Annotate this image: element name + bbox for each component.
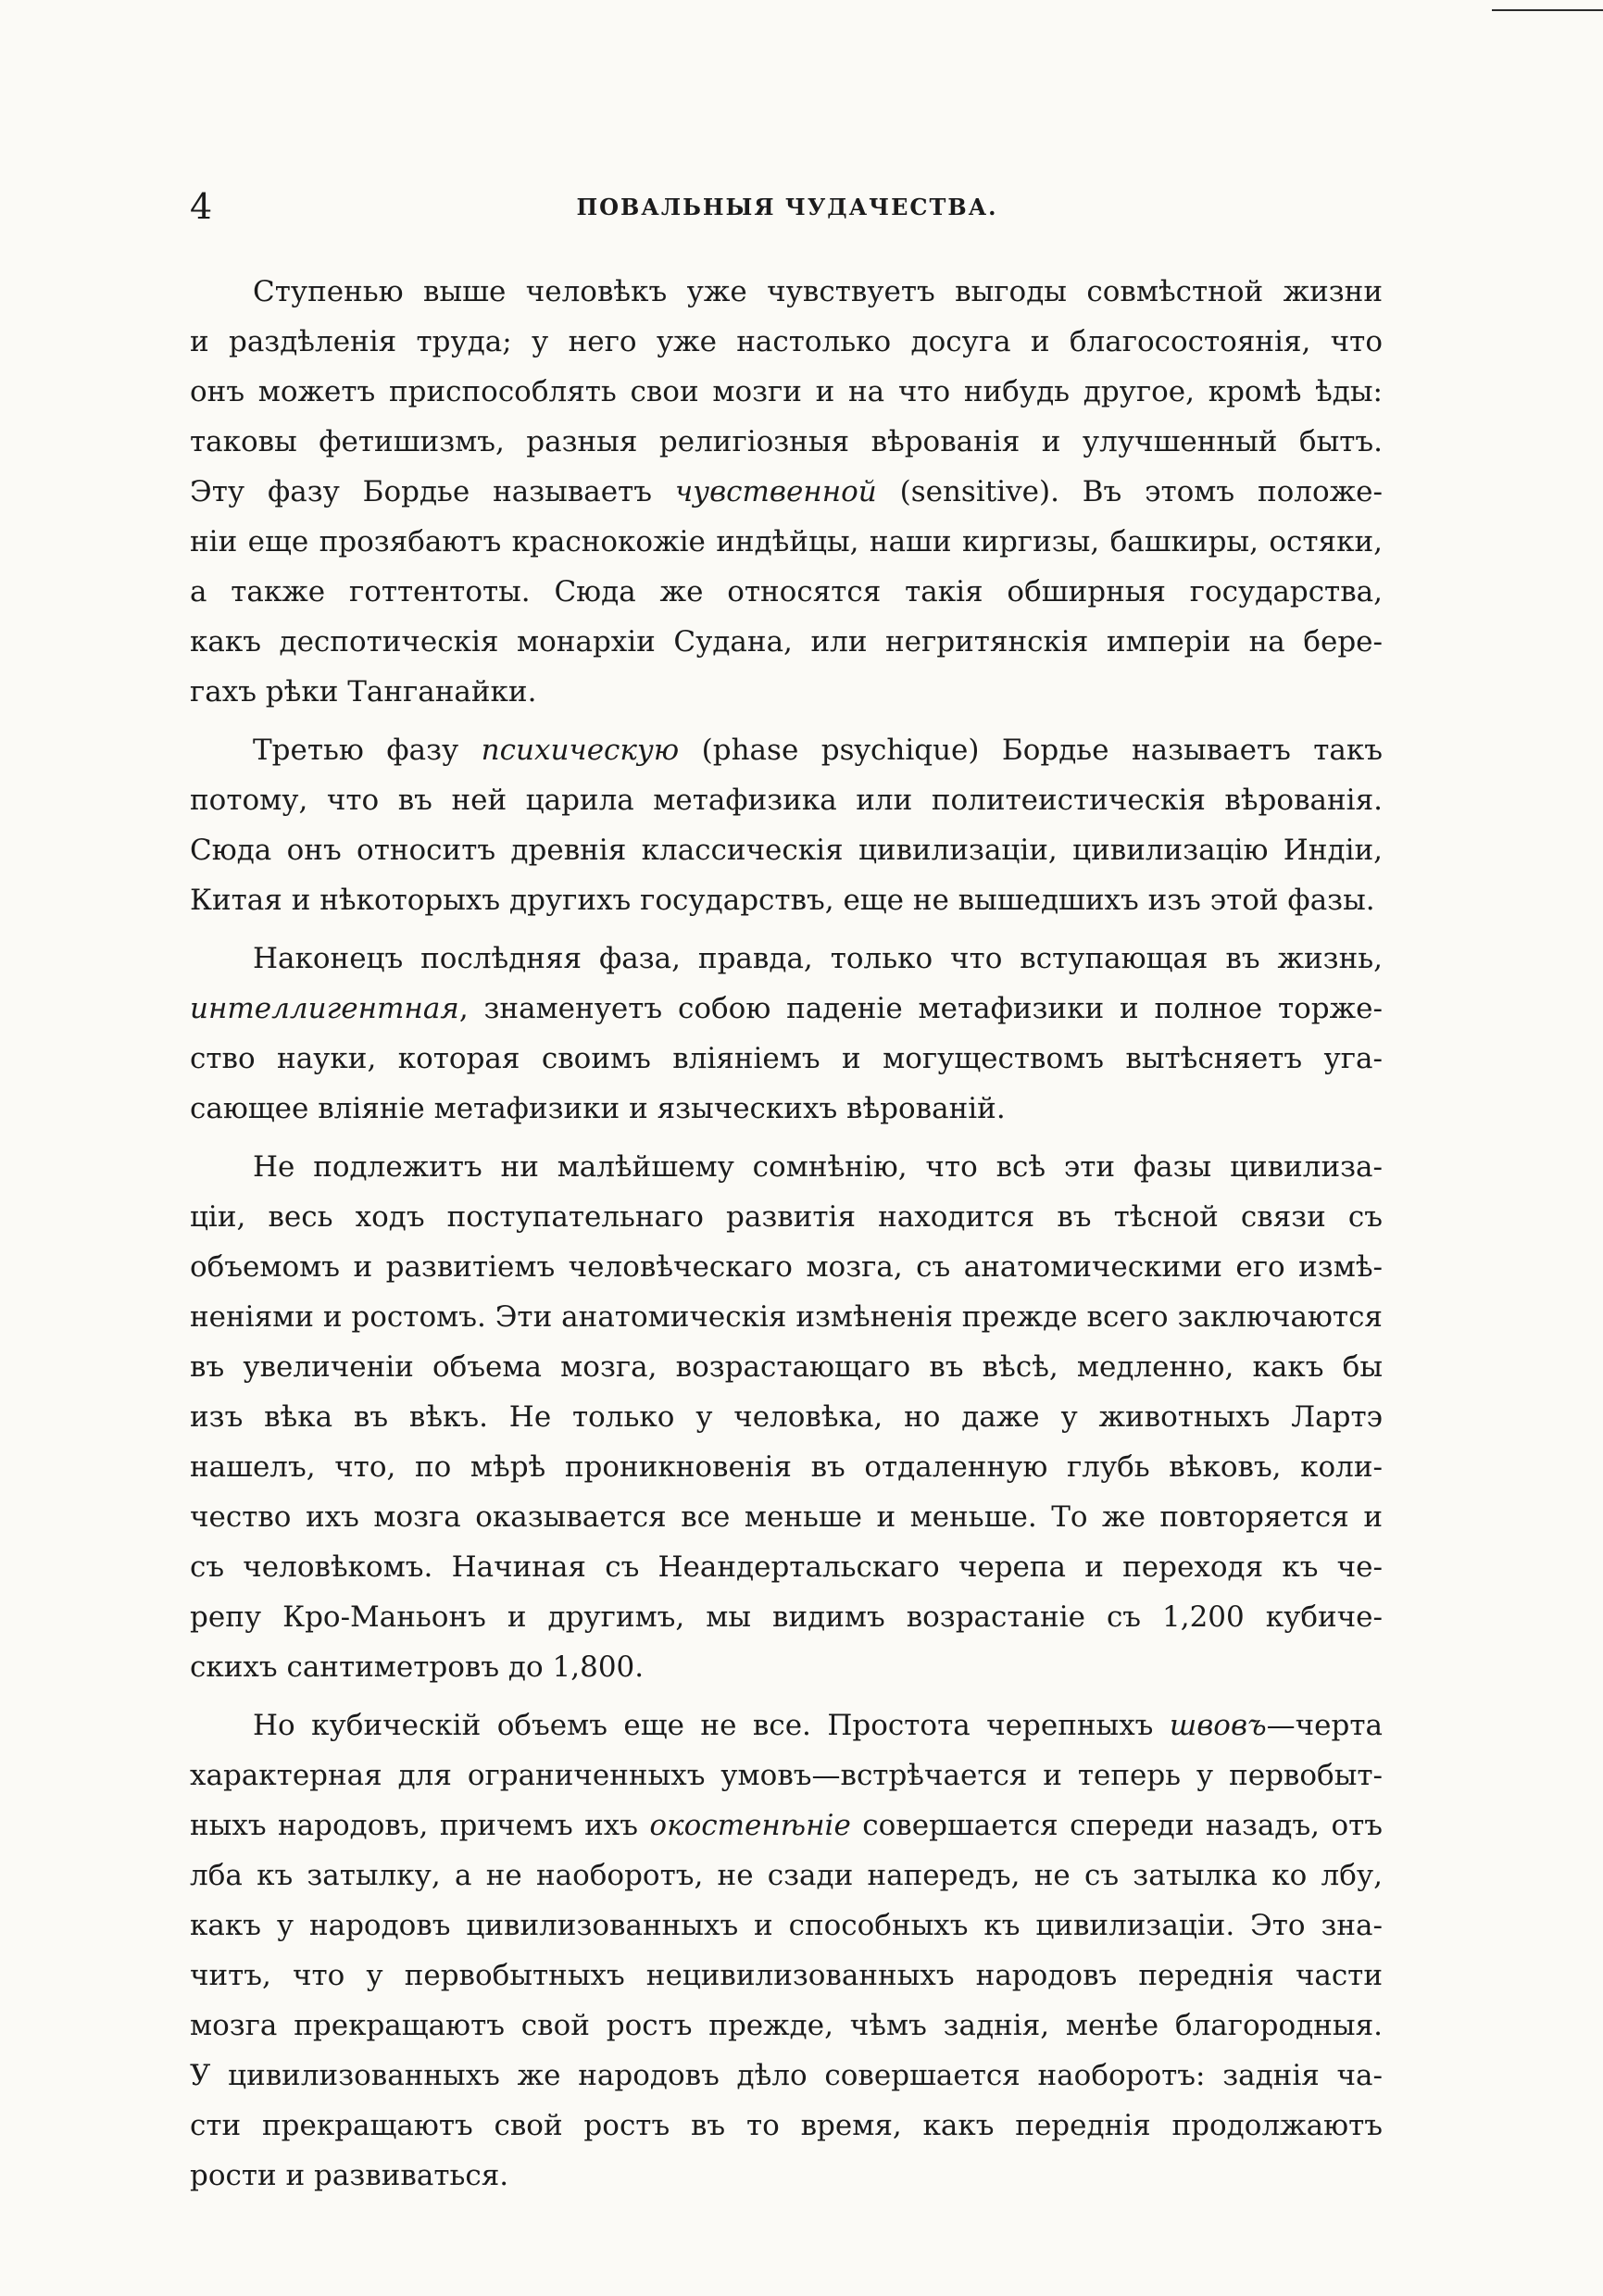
text-line (190, 1392, 1383, 1442)
text-line (190, 667, 1383, 717)
text-line (190, 1700, 1383, 1750)
italic-term: чувственной (674, 475, 877, 508)
text-line (190, 1642, 1383, 1692)
text-run: читъ, что у первобытныхъ нецивилизованныхъ народовъ переднія части (190, 1959, 1383, 1992)
paragraph (190, 725, 1383, 925)
text-line (190, 467, 1383, 517)
text-run: У цивилизованныхъ же народовъ дѣло совершается наоборотъ: заднія ча- (190, 2059, 1383, 2092)
text-line (190, 1750, 1383, 1800)
text-run: репу Кро-Маньонъ и другимъ, мы видимъ возрастаніе съ 1,200 кубиче- (190, 1600, 1383, 1634)
text-run: таковы фетишизмъ, разныя религіозныя вѣрованія и улучшенный бытъ. (190, 425, 1383, 458)
text-line (190, 2101, 1383, 2151)
text-run: ціи, весь ходъ поступательнаго развитія находится въ тѣсной связи съ (190, 1200, 1383, 1234)
italic-term: швовъ (1169, 1709, 1267, 1742)
text-run: а также готтентоты. Сюда же относятся такія обширныя государства, (190, 575, 1383, 609)
text-run: ство науки, которая своимъ вліяніемъ и могуществомъ вытѣсняетъ уга- (190, 1042, 1383, 1075)
text-line (190, 1800, 1383, 1851)
text-line (190, 2001, 1383, 2051)
text-run: съ человѣкомъ. Начиная съ Неандертальскаго черепа и переходя къ че- (190, 1550, 1383, 1584)
text-run: сающее вліяніе метафизики и языческихъ вѣрованій. (190, 1092, 1006, 1125)
text-run: Эту фазу Бордье называетъ (190, 475, 675, 508)
text-line (190, 775, 1383, 825)
italic-term: окостенѣніе (649, 1809, 851, 1842)
text-run: совершается спереди назадъ, отъ (850, 1809, 1383, 1842)
text-line (190, 725, 1383, 775)
text-run: Наконецъ послѣдняя фаза, правда, только что вступающая въ жизнь, (253, 942, 1383, 975)
text-run: характерная для ограниченныхъ умовъ—встрѣчается и теперь у первобыт- (190, 1759, 1383, 1792)
text-run: и раздѣленія труда; у него уже настолько досуга и благосостоянія, что (190, 325, 1383, 358)
text-run: какъ деспотическія монархіи Судана, или негритянскія имперіи на бере- (190, 625, 1383, 659)
text-run: ніи еще прозябаютъ краснокожіе индѣйцы, наши киргизы, башкиры, остяки, (190, 525, 1383, 558)
text-line (190, 267, 1383, 317)
text-run: (phase psychique) Бордье называетъ такъ (679, 734, 1383, 767)
text-line (190, 1034, 1383, 1084)
paragraph (190, 934, 1383, 1134)
text-line (190, 317, 1383, 367)
text-run: лба къ затылку, а не наоборотъ, не сзади напередъ, не съ затылка ко лбу, (190, 1859, 1383, 1892)
text-line (190, 1084, 1383, 1134)
text-line (190, 1851, 1383, 1901)
text-line (190, 1142, 1383, 1192)
text-run: —черта (1266, 1709, 1383, 1742)
text-run: потому, что въ ней царила метафизика или политеистическія вѣрованія. (190, 784, 1383, 817)
running-title: ПОВАЛЬНЫЯ ЧУДАЧЕСТВА. (576, 194, 998, 220)
text-run: ныхъ народовъ, причемъ ихъ (190, 1809, 650, 1842)
text-run: , знаменуетъ собою паденіе метафизики и полное торже- (458, 992, 1383, 1025)
text-line (190, 1292, 1383, 1342)
text-line (190, 934, 1383, 984)
text-run: сти прекращаютъ свой ростъ въ то время, какъ переднія продолжаютъ (190, 2109, 1383, 2142)
text-line (190, 1542, 1383, 1592)
text-line (190, 1592, 1383, 1642)
text-run: рости и развиваться. (190, 2159, 509, 2192)
text-run: онъ можетъ приспособлять свои мозги и на что нибудь другое, кромѣ ѣды: (190, 375, 1383, 408)
body-text (190, 267, 1383, 2209)
text-line (190, 2151, 1383, 2201)
paragraph (190, 1700, 1383, 2201)
text-line (190, 417, 1383, 467)
paragraph (190, 267, 1383, 717)
text-run: (sensitive). Въ этомъ положе- (876, 475, 1383, 508)
text-line (190, 1242, 1383, 1292)
text-run: нашелъ, что, по мѣрѣ проникновенія въ отдаленную глубь вѣковъ, коли- (190, 1450, 1383, 1484)
text-run: Сюда онъ относитъ древнія классическія цивилизаціи, цивилизацію Индіи, (190, 834, 1383, 867)
italic-term: интеллигентная (190, 992, 459, 1025)
text-line (190, 617, 1383, 667)
text-line (190, 567, 1383, 617)
text-run: Но кубическій объемъ еще не все. Простота черепныхъ (253, 1709, 1170, 1742)
text-run: скихъ сантиметровъ до 1,800. (190, 1650, 645, 1684)
text-line (190, 1492, 1383, 1542)
text-line (190, 367, 1383, 417)
text-line (190, 1901, 1383, 1951)
text-line (190, 1192, 1383, 1242)
text-run: Третью фазу (253, 734, 482, 767)
text-line (190, 875, 1383, 925)
text-run: Ступенью выше человѣкъ уже чувствуетъ выгоды совмѣстной жизни (253, 275, 1383, 308)
text-run: въ увеличеніи объема мозга, возрастающаго въ вѣсѣ, медленно, какъ бы (190, 1350, 1383, 1384)
text-run: гахъ рѣки Танганайки. (190, 675, 537, 709)
text-line (190, 984, 1383, 1034)
page-header (190, 183, 1384, 230)
text-line (190, 517, 1383, 567)
text-run: объемомъ и развитіемъ человѣческаго мозга, съ анатомическими его измѣ- (190, 1250, 1383, 1284)
text-run: чество ихъ мозга оказывается все меньше и меньше. То же повторяется и (190, 1500, 1383, 1534)
text-run: Не подлежитъ ни малѣйшему сомнѣнію, что всѣ эти фазы цивилиза- (253, 1150, 1383, 1184)
paragraph (190, 1142, 1383, 1692)
text-run: какъ у народовъ цивилизованныхъ и способныхъ къ цивилизаціи. Это зна- (190, 1909, 1383, 1942)
text-run: Китая и нѣкоторыхъ другихъ государствъ, еще не вышедшихъ изъ этой фазы. (190, 884, 1375, 917)
italic-term: психическую (481, 734, 680, 767)
text-run: мозга прекращаютъ свой ростъ прежде, чѣмъ заднія, менѣе благородныя. (190, 2009, 1383, 2042)
text-line (190, 825, 1383, 875)
text-run: изъ вѣка въ вѣкъ. Не только у человѣка, но даже у животныхъ Лартэ (190, 1400, 1383, 1434)
text-line (190, 1342, 1383, 1392)
text-line (190, 2051, 1383, 2101)
text-line (190, 1951, 1383, 2001)
text-line (190, 1442, 1383, 1492)
page-number: 4 (190, 186, 213, 227)
text-run: неніями и ростомъ. Эти анатомическія измѣненія прежде всего заключаются (190, 1300, 1383, 1334)
scan-edge-rule (1492, 9, 1603, 11)
